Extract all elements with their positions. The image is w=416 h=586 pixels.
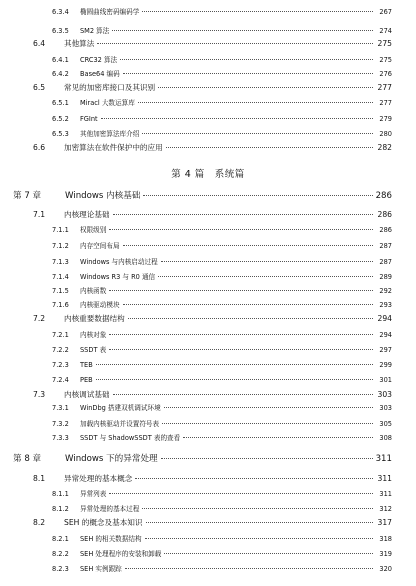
sub-entry[interactable] bbox=[0, 402, 392, 412]
dot-leader bbox=[158, 87, 373, 88]
page-number: 287 bbox=[379, 242, 392, 250]
dot-leader bbox=[97, 43, 373, 44]
sub-title: SEH 的相关数据结构 bbox=[80, 535, 142, 543]
sub-number: 6.4.1 bbox=[52, 56, 69, 64]
page-number: 286 bbox=[377, 210, 392, 219]
page-number: 275 bbox=[377, 39, 392, 48]
section-number: 8.1 bbox=[33, 474, 46, 483]
chapter-number: 第 7 章 bbox=[13, 191, 42, 201]
dot-leader bbox=[142, 11, 373, 12]
sub-entry[interactable] bbox=[0, 285, 392, 295]
sub-entry[interactable] bbox=[0, 25, 392, 35]
sub-title: 内核对象 bbox=[80, 331, 107, 339]
sub-number: 7.1.4 bbox=[52, 273, 69, 281]
sub-entry[interactable] bbox=[0, 533, 392, 543]
section-entry[interactable] bbox=[0, 209, 392, 220]
sub-number: 8.1.2 bbox=[52, 505, 69, 513]
dot-leader bbox=[128, 318, 373, 319]
sub-number: 7.1.5 bbox=[52, 287, 69, 295]
sub-number: 7.2.2 bbox=[52, 346, 69, 354]
sub-title: PEB bbox=[80, 376, 93, 384]
dot-leader bbox=[125, 568, 373, 569]
page-number: 311 bbox=[377, 474, 392, 483]
sub-title: 内核驱动模块 bbox=[80, 301, 120, 309]
page-number: 308 bbox=[379, 434, 392, 442]
dot-leader bbox=[135, 478, 373, 479]
sub-entry[interactable] bbox=[0, 271, 392, 281]
section-entry[interactable] bbox=[0, 313, 392, 324]
sub-entry[interactable] bbox=[0, 563, 392, 573]
sub-entry[interactable] bbox=[0, 488, 392, 498]
sub-entry[interactable] bbox=[0, 97, 392, 107]
sub-number: 6.5.3 bbox=[52, 130, 69, 138]
dot-leader bbox=[183, 437, 373, 438]
sub-title: SEH 实例跟踪 bbox=[80, 565, 122, 573]
sub-entry[interactable] bbox=[0, 432, 392, 442]
dot-leader bbox=[164, 553, 373, 554]
page-number: 277 bbox=[379, 99, 392, 107]
page-number: 287 bbox=[379, 258, 392, 266]
sub-number: 6.3.5 bbox=[52, 27, 69, 35]
sub-number: 6.3.4 bbox=[52, 8, 69, 16]
page-number: 275 bbox=[379, 56, 392, 64]
dot-leader bbox=[109, 229, 373, 230]
section-number: 8.2 bbox=[33, 518, 46, 527]
dot-leader bbox=[96, 364, 373, 365]
section-title: 内核理论基础 bbox=[64, 210, 110, 219]
dot-leader bbox=[138, 102, 373, 103]
page-number: 303 bbox=[379, 404, 392, 412]
sub-number: 7.2.1 bbox=[52, 331, 69, 339]
sub-title: 加载内核驱动并设置符号表 bbox=[80, 420, 160, 428]
section-title: 其他算法 bbox=[64, 39, 95, 48]
page-number: 286 bbox=[379, 226, 392, 234]
sub-title: Windows R3 与 R0 通信 bbox=[80, 273, 156, 281]
sub-number: 6.4.2 bbox=[52, 70, 69, 78]
part-number: 第 4 篇 bbox=[171, 169, 205, 180]
dot-leader bbox=[109, 334, 373, 335]
sub-number: 8.2.1 bbox=[52, 535, 69, 543]
sub-entry[interactable] bbox=[0, 361, 392, 369]
dot-leader bbox=[143, 195, 372, 196]
dot-leader bbox=[96, 379, 373, 380]
sub-entry[interactable] bbox=[0, 329, 392, 339]
part-heading bbox=[0, 166, 416, 180]
page-number: 319 bbox=[379, 550, 392, 558]
part-title: 系统篇 bbox=[214, 169, 245, 180]
chapter-entry[interactable] bbox=[0, 189, 392, 201]
section-entry[interactable] bbox=[0, 517, 392, 528]
sub-title: WinDbg 搭建双机调试环境 bbox=[80, 404, 161, 412]
page-number: 301 bbox=[379, 376, 392, 384]
page-number: 289 bbox=[379, 273, 392, 281]
sub-entry[interactable] bbox=[0, 240, 392, 250]
sub-title: SSDT 表 bbox=[80, 346, 107, 354]
page-number: 292 bbox=[379, 287, 392, 295]
sub-entry[interactable] bbox=[0, 418, 392, 428]
sub-title: 权限级别 bbox=[80, 226, 107, 234]
dot-leader bbox=[161, 261, 373, 262]
section-number: 7.1 bbox=[33, 210, 46, 219]
sub-number: 8.2.3 bbox=[52, 565, 69, 573]
page-number: 293 bbox=[379, 301, 392, 309]
dot-leader bbox=[158, 276, 373, 277]
page-number: 311 bbox=[379, 490, 392, 498]
sub-title: 其他加密算法库介绍 bbox=[80, 130, 140, 138]
dot-leader bbox=[113, 214, 373, 215]
sub-title: FGInt bbox=[80, 115, 98, 123]
sub-title: TEB bbox=[80, 361, 93, 369]
page-number: 279 bbox=[379, 115, 392, 123]
page-number: 297 bbox=[379, 346, 392, 354]
sub-number: 6.5.2 bbox=[52, 115, 69, 123]
page-number: 276 bbox=[379, 70, 392, 78]
section-title: 加密算法在软件保护中的应用 bbox=[64, 143, 163, 152]
sub-number: 7.2.3 bbox=[52, 361, 69, 369]
page-number: 311 bbox=[375, 454, 392, 464]
sub-title: Miracl 大数运算库 bbox=[80, 99, 135, 107]
dot-leader bbox=[123, 73, 373, 74]
dot-leader bbox=[146, 522, 374, 523]
sub-entry[interactable] bbox=[0, 299, 392, 309]
chapter-title: Windows 下的异常处理 bbox=[65, 454, 158, 464]
dot-leader bbox=[123, 304, 373, 305]
sub-number: 8.1.1 bbox=[52, 490, 69, 498]
sub-entry[interactable] bbox=[0, 376, 392, 384]
dot-leader bbox=[109, 493, 373, 494]
page-number: 277 bbox=[377, 83, 392, 92]
section-number: 7.2 bbox=[33, 314, 46, 323]
section-title: 内核重要数据结构 bbox=[64, 314, 125, 323]
page-number: 299 bbox=[379, 361, 392, 369]
sub-title: 异常处理的基本过程 bbox=[80, 505, 140, 513]
sub-number: 6.5.1 bbox=[52, 99, 69, 107]
page-number: 312 bbox=[379, 505, 392, 513]
page-number: 318 bbox=[379, 535, 392, 543]
sub-title: 内核函数 bbox=[80, 287, 107, 295]
section-number: 7.3 bbox=[33, 390, 46, 399]
section-number: 6.6 bbox=[33, 143, 46, 152]
page-number: 294 bbox=[379, 331, 392, 339]
page-number: 280 bbox=[379, 130, 392, 138]
chapter-title: Windows 内核基础 bbox=[65, 191, 141, 201]
sub-number: 7.1.3 bbox=[52, 258, 69, 266]
section-entry[interactable] bbox=[0, 38, 392, 49]
sub-title: 异常列表 bbox=[80, 490, 107, 498]
sub-entry[interactable] bbox=[0, 548, 392, 558]
sub-entry[interactable] bbox=[0, 256, 392, 266]
dot-leader bbox=[112, 30, 373, 31]
chapter-entry[interactable] bbox=[0, 452, 392, 464]
sub-number: 8.2.2 bbox=[52, 550, 69, 558]
dot-leader bbox=[142, 508, 373, 509]
section-title: 内核调试基础 bbox=[64, 390, 110, 399]
sub-entry[interactable] bbox=[0, 128, 392, 138]
sub-number: 7.1.6 bbox=[52, 301, 69, 309]
page-number: 286 bbox=[375, 191, 392, 201]
sub-number: 7.3.1 bbox=[52, 404, 69, 412]
page-number: 267 bbox=[379, 8, 392, 16]
section-entry[interactable] bbox=[0, 473, 392, 484]
sub-number: 7.2.4 bbox=[52, 376, 69, 384]
section-entry[interactable] bbox=[0, 142, 392, 153]
section-title: 异常处理的基本概念 bbox=[64, 474, 133, 483]
dot-leader bbox=[145, 538, 373, 539]
sub-title: SEH 处理程序的安装和卸载 bbox=[80, 550, 162, 558]
sub-number: 7.1.2 bbox=[52, 242, 69, 250]
dot-leader bbox=[120, 59, 373, 60]
page-number: 303 bbox=[377, 390, 392, 399]
sub-number: 7.1.1 bbox=[52, 226, 69, 234]
dot-leader bbox=[123, 245, 373, 246]
section-number: 6.4 bbox=[33, 39, 46, 48]
chapter-number: 第 8 章 bbox=[13, 454, 42, 464]
sub-entry[interactable] bbox=[0, 224, 392, 234]
dot-leader bbox=[161, 458, 373, 459]
section-title: SEH 的概念及基本知识 bbox=[64, 518, 143, 527]
section-number: 6.5 bbox=[33, 83, 46, 92]
section-entry[interactable] bbox=[0, 82, 392, 93]
sub-entry[interactable] bbox=[0, 6, 392, 16]
sub-entry[interactable] bbox=[0, 503, 392, 513]
dot-leader bbox=[113, 394, 373, 395]
dot-leader bbox=[101, 118, 373, 119]
sub-title: SSDT 与 ShadowSSDT 表的查看 bbox=[80, 434, 181, 442]
sub-entry[interactable] bbox=[0, 344, 392, 354]
dot-leader bbox=[166, 147, 373, 148]
page-number: 294 bbox=[377, 314, 392, 323]
sub-title: Windows 与内核启动过程 bbox=[80, 258, 158, 266]
dot-leader bbox=[162, 423, 373, 424]
sub-title: 内存空间布局 bbox=[80, 242, 120, 250]
section-entry[interactable] bbox=[0, 389, 392, 400]
page-number: 274 bbox=[379, 27, 392, 35]
page-number: 282 bbox=[377, 143, 392, 152]
dot-leader bbox=[109, 290, 373, 291]
sub-entry[interactable] bbox=[0, 68, 392, 78]
page-number: 320 bbox=[379, 565, 392, 573]
page-number: 305 bbox=[379, 420, 392, 428]
dot-leader bbox=[164, 407, 373, 408]
sub-number: 7.3.3 bbox=[52, 434, 69, 442]
sub-title: 椭圆曲线密码编码学 bbox=[80, 8, 140, 16]
dot-leader bbox=[109, 349, 373, 350]
sub-title: CRC32 算法 bbox=[80, 56, 118, 64]
sub-number: 7.3.2 bbox=[52, 420, 69, 428]
section-title: 常见的加密库接口及其识别 bbox=[64, 83, 156, 92]
page-number: 317 bbox=[377, 518, 392, 527]
dot-leader bbox=[142, 133, 373, 134]
sub-title: Base64 编码 bbox=[80, 70, 120, 78]
sub-title: SM2 算法 bbox=[80, 27, 110, 35]
sub-entry[interactable] bbox=[0, 54, 392, 64]
sub-entry[interactable] bbox=[0, 115, 392, 123]
